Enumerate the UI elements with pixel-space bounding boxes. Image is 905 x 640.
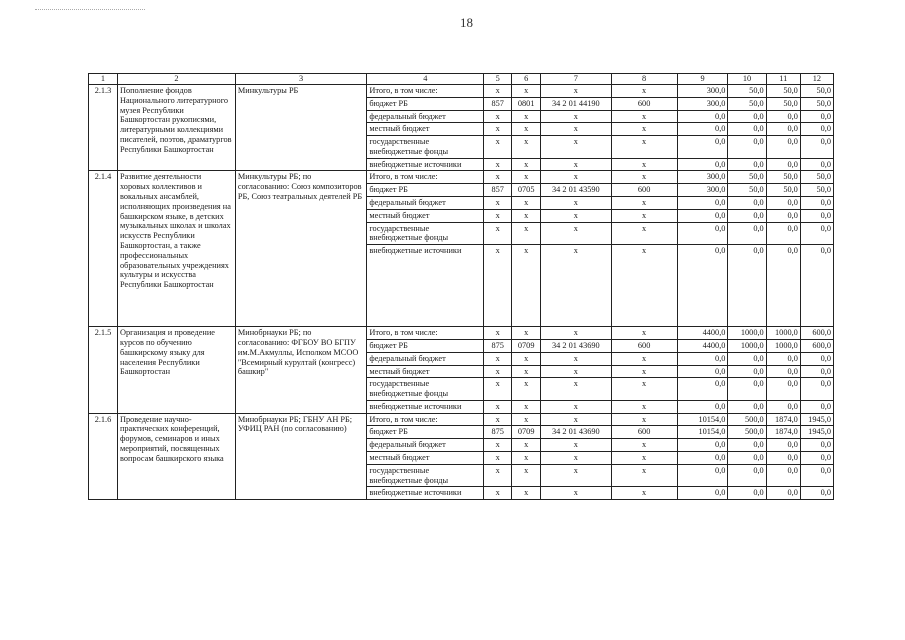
amount-cell: 0,0 (766, 352, 800, 365)
budget-code-cell: х (611, 487, 677, 500)
amount-cell: 0,0 (677, 158, 728, 171)
amount-cell: 0,0 (766, 439, 800, 452)
amount-cell: 0,0 (677, 245, 728, 327)
amount-cell: 300,0 (677, 184, 728, 197)
amount-cell: 0,0 (800, 451, 833, 464)
amount-cell: 0,0 (677, 400, 728, 413)
amount-cell: 0,0 (728, 365, 766, 378)
budget-code-cell: х (541, 464, 611, 487)
funding-source: местный бюджет (367, 123, 484, 136)
table-row (89, 327, 834, 340)
table-body (89, 85, 834, 500)
budget-code-cell: х (611, 464, 677, 487)
budget-code-cell: х (484, 222, 512, 245)
amount-cell: 0,0 (677, 487, 728, 500)
item-executor: Минобрнауки РБ; по согласованию: ФГБОУ ВО БГПУ им.М.Акмуллы, Исполком МСОО "Всемирный курултай (конгресс) башкир" (235, 327, 366, 413)
budget-code-cell: х (541, 123, 611, 136)
budget-code-cell: 857 (484, 97, 512, 110)
amount-cell: 0,0 (766, 197, 800, 210)
budget-code-cell: 34 2 01 43590 (541, 184, 611, 197)
budget-code-cell: х (484, 464, 512, 487)
page-number: 18 (460, 15, 473, 30)
funding-source: местный бюджет (367, 209, 484, 222)
budget-code-cell: х (541, 85, 611, 98)
funding-source: государственные внебюджетные фонды (367, 464, 484, 487)
amount-cell: 50,0 (728, 97, 766, 110)
amount-cell: 0,0 (766, 245, 800, 327)
header-cell: 12 (800, 74, 833, 85)
amount-cell: 0,0 (800, 158, 833, 171)
amount-cell: 500,0 (728, 413, 766, 426)
amount-cell: 50,0 (800, 97, 833, 110)
budget-code-cell: х (611, 327, 677, 340)
amount-cell: 0,0 (728, 352, 766, 365)
amount-cell: 1945,0 (800, 426, 833, 439)
amount-cell: 50,0 (728, 85, 766, 98)
budget-code-cell: х (512, 110, 541, 123)
header-cell: 2 (117, 74, 235, 85)
amount-cell: 0,0 (677, 365, 728, 378)
funding-source: бюджет РБ (367, 184, 484, 197)
funding-source: внебюджетные источники (367, 158, 484, 171)
amount-cell: 0,0 (728, 487, 766, 500)
budget-code-cell: х (541, 136, 611, 159)
header-cell: 7 (541, 74, 611, 85)
budget-code-cell: х (512, 327, 541, 340)
amount-cell: 0,0 (728, 222, 766, 245)
budget-code-cell: х (541, 365, 611, 378)
header-row (89, 74, 834, 85)
funding-source: Итого, в том числе: (367, 171, 484, 184)
budget-code-cell: х (541, 451, 611, 464)
scan-artifact (35, 9, 145, 10)
funding-source: местный бюджет (367, 365, 484, 378)
header-cell: 11 (766, 74, 800, 85)
header-cell: 6 (512, 74, 541, 85)
amount-cell: 0,0 (728, 400, 766, 413)
amount-cell: 0,0 (677, 378, 728, 401)
header-cell: 10 (728, 74, 766, 85)
budget-code-cell: х (611, 85, 677, 98)
budget-code-cell: х (512, 400, 541, 413)
budget-code-cell: 875 (484, 339, 512, 352)
budget-code-cell: 34 2 01 43690 (541, 426, 611, 439)
header-cell: 9 (677, 74, 728, 85)
item-name: Развитие деятельности хоровых коллективов и вокальных ансамблей, исполняющих произведения на башкирском языке, в детских музыкальных школах и школах искусств Республики Башкортостан, а также профессиональных образовательных учреждениях культуры и искусства Республики Башкортостан (117, 171, 235, 327)
amount-cell: 600,0 (800, 339, 833, 352)
budget-code-cell: 0801 (512, 97, 541, 110)
budget-code-cell: х (611, 110, 677, 123)
budget-code-cell: х (512, 464, 541, 487)
amount-cell: 0,0 (677, 209, 728, 222)
amount-cell: 50,0 (766, 85, 800, 98)
budget-code-cell: х (541, 197, 611, 210)
budget-code-cell: х (541, 158, 611, 171)
amount-cell: 0,0 (800, 209, 833, 222)
budget-code-cell: х (484, 197, 512, 210)
budget-code-cell: х (512, 197, 541, 210)
budget-code-cell: х (611, 197, 677, 210)
budget-code-cell: 34 2 01 44190 (541, 97, 611, 110)
budget-code-cell: х (541, 327, 611, 340)
budget-code-cell: х (611, 136, 677, 159)
item-executor: Минкультуры РБ; по согласованию: Союз композиторов РБ, Союз театральных деятелей РБ (235, 171, 366, 327)
item-name: Проведение научно-практических конференций, форумов, семинаров и иных мероприятий, посвященных вопросам башкирского языка (117, 413, 235, 499)
budget-code-cell: х (484, 451, 512, 464)
amount-cell: 4400,0 (677, 339, 728, 352)
budget-code-cell: х (512, 378, 541, 401)
budget-code-cell: х (484, 123, 512, 136)
item-name: Пополнение фондов Национального литературного музея Республики Башкортостан рукописями, литературными коллекциями писателей, поэтов, драматургов Республики Башкортостан (117, 85, 235, 171)
amount-cell: 50,0 (800, 184, 833, 197)
budget-code-cell: х (512, 222, 541, 245)
funding-source: бюджет РБ (367, 426, 484, 439)
amount-cell: 1945,0 (800, 413, 833, 426)
amount-cell: 0,0 (800, 123, 833, 136)
budget-code-cell: 600 (611, 339, 677, 352)
budget-code-cell: 0709 (512, 339, 541, 352)
budget-code-cell: х (541, 439, 611, 452)
amount-cell: 0,0 (800, 439, 833, 452)
amount-cell: 0,0 (728, 158, 766, 171)
budget-code-cell: х (541, 110, 611, 123)
amount-cell: 0,0 (766, 110, 800, 123)
amount-cell: 0,0 (766, 123, 800, 136)
budget-code-cell: х (541, 245, 611, 327)
header-cell: 5 (484, 74, 512, 85)
budget-code-cell: 600 (611, 426, 677, 439)
amount-cell: 0,0 (800, 197, 833, 210)
budget-code-cell: х (512, 245, 541, 327)
item-code: 2.1.6 (89, 413, 118, 499)
amount-cell: 10154,0 (677, 413, 728, 426)
funding-source: государственные внебюджетные фонды (367, 136, 484, 159)
funding-source: внебюджетные источники (367, 487, 484, 500)
budget-code-cell: х (541, 487, 611, 500)
amount-cell: 50,0 (800, 171, 833, 184)
budget-code-cell: х (611, 400, 677, 413)
amount-cell: 0,0 (800, 487, 833, 500)
amount-cell: 0,0 (800, 110, 833, 123)
budget-code-cell: х (541, 352, 611, 365)
budget-code-cell: х (484, 378, 512, 401)
amount-cell: 0,0 (766, 451, 800, 464)
header-cell: 3 (235, 74, 366, 85)
budget-code-cell: х (484, 110, 512, 123)
budget-code-cell: х (512, 123, 541, 136)
amount-cell: 0,0 (677, 464, 728, 487)
budget-code-cell: х (484, 136, 512, 159)
amount-cell: 0,0 (728, 451, 766, 464)
funding-source: Итого, в том числе: (367, 413, 484, 426)
amount-cell: 0,0 (728, 245, 766, 327)
funding-source: местный бюджет (367, 451, 484, 464)
budget-code-cell: 857 (484, 184, 512, 197)
budget-code-cell: 0709 (512, 426, 541, 439)
amount-cell: 0,0 (800, 222, 833, 245)
amount-cell: 0,0 (766, 136, 800, 159)
budget-code-cell: х (512, 158, 541, 171)
amount-cell: 0,0 (766, 158, 800, 171)
table-row (89, 85, 834, 98)
budget-code-cell: х (611, 123, 677, 136)
budget-code-cell: х (484, 327, 512, 340)
budget-code-cell: х (541, 378, 611, 401)
item-code: 2.1.4 (89, 171, 118, 327)
budget-code-cell: х (512, 171, 541, 184)
budget-code-cell: 600 (611, 184, 677, 197)
amount-cell: 0,0 (800, 136, 833, 159)
amount-cell: 0,0 (766, 487, 800, 500)
budget-code-cell: х (484, 439, 512, 452)
funding-source: бюджет РБ (367, 97, 484, 110)
amount-cell: 0,0 (728, 197, 766, 210)
amount-cell: 0,0 (800, 352, 833, 365)
budget-code-cell: х (484, 171, 512, 184)
budget-code-cell: х (512, 352, 541, 365)
budget-code-cell: х (484, 413, 512, 426)
amount-cell: 0,0 (728, 209, 766, 222)
funding-source: Итого, в том числе: (367, 85, 484, 98)
amount-cell: 0,0 (766, 209, 800, 222)
budget-code-cell: х (541, 209, 611, 222)
funding-source: федеральный бюджет (367, 197, 484, 210)
budget-code-cell: х (611, 378, 677, 401)
budget-code-cell: х (484, 365, 512, 378)
budget-code-cell: х (611, 171, 677, 184)
amount-cell: 300,0 (677, 85, 728, 98)
amount-cell: 500,0 (728, 426, 766, 439)
amount-cell: 0,0 (800, 245, 833, 327)
amount-cell: 0,0 (677, 136, 728, 159)
funding-source: внебюджетные источники (367, 400, 484, 413)
funding-source: федеральный бюджет (367, 110, 484, 123)
amount-cell: 0,0 (728, 439, 766, 452)
header-cell: 8 (611, 74, 677, 85)
budget-code-cell: х (512, 365, 541, 378)
budget-code-cell: х (512, 413, 541, 426)
amount-cell: 0,0 (766, 365, 800, 378)
amount-cell: 1000,0 (766, 339, 800, 352)
header-cell: 4 (367, 74, 484, 85)
amount-cell: 0,0 (677, 439, 728, 452)
budget-code-cell: х (611, 158, 677, 171)
amount-cell: 0,0 (677, 451, 728, 464)
table-row (89, 413, 834, 426)
amount-cell: 1000,0 (728, 339, 766, 352)
item-code: 2.1.5 (89, 327, 118, 413)
budget-code-cell: х (512, 209, 541, 222)
budget-code-cell: х (541, 400, 611, 413)
amount-cell: 0,0 (728, 110, 766, 123)
amount-cell: 0,0 (800, 365, 833, 378)
budget-code-cell: х (611, 439, 677, 452)
amount-cell: 0,0 (677, 352, 728, 365)
budget-code-cell: 34 2 01 43690 (541, 339, 611, 352)
amount-cell: 50,0 (766, 171, 800, 184)
budget-code-cell: х (484, 400, 512, 413)
amount-cell: 0,0 (766, 378, 800, 401)
amount-cell: 50,0 (766, 97, 800, 110)
item-name: Организация и проведение курсов по обучению башкирскому языку для населения Республики Башкортостан (117, 327, 235, 413)
budget-code-cell: х (512, 439, 541, 452)
funding-source: государственные внебюджетные фонды (367, 378, 484, 401)
budget-code-cell: х (541, 413, 611, 426)
amount-cell: 0,0 (766, 222, 800, 245)
budget-code-cell: х (484, 352, 512, 365)
amount-cell: 0,0 (728, 136, 766, 159)
funding-source: государственные внебюджетные фонды (367, 222, 484, 245)
budget-code-cell: х (611, 222, 677, 245)
budget-code-cell: х (512, 85, 541, 98)
amount-cell: 50,0 (728, 171, 766, 184)
amount-cell: 50,0 (766, 184, 800, 197)
amount-cell: 0,0 (766, 464, 800, 487)
funding-source: бюджет РБ (367, 339, 484, 352)
amount-cell: 0,0 (677, 110, 728, 123)
program-table (88, 73, 834, 500)
amount-cell: 50,0 (728, 184, 766, 197)
amount-cell: 10154,0 (677, 426, 728, 439)
budget-code-cell: х (541, 171, 611, 184)
amount-cell: 0,0 (800, 378, 833, 401)
funding-source: Итого, в том числе: (367, 327, 484, 340)
budget-code-cell: х (484, 209, 512, 222)
header-cell: 1 (89, 74, 118, 85)
amount-cell: 0,0 (800, 400, 833, 413)
budget-code-cell: х (541, 222, 611, 245)
amount-cell: 0,0 (677, 222, 728, 245)
amount-cell: 1000,0 (766, 327, 800, 340)
budget-code-cell: х (611, 245, 677, 327)
amount-cell: 4400,0 (677, 327, 728, 340)
budget-code-cell: х (484, 158, 512, 171)
amount-cell: 0,0 (800, 464, 833, 487)
funding-source: внебюджетные источники (367, 245, 484, 327)
amount-cell: 50,0 (800, 85, 833, 98)
budget-code-cell: х (512, 451, 541, 464)
amount-cell: 300,0 (677, 171, 728, 184)
amount-cell: 1874,0 (766, 426, 800, 439)
budget-code-cell: х (611, 352, 677, 365)
budget-code-cell: х (512, 136, 541, 159)
amount-cell: 0,0 (677, 197, 728, 210)
amount-cell: 0,0 (728, 378, 766, 401)
table-row (89, 171, 834, 184)
amount-cell: 0,0 (677, 123, 728, 136)
funding-source: федеральный бюджет (367, 439, 484, 452)
amount-cell: 300,0 (677, 97, 728, 110)
item-executor: Минкультуры РБ (235, 85, 366, 171)
budget-code-cell: х (611, 451, 677, 464)
budget-code-cell: 875 (484, 426, 512, 439)
item-code: 2.1.3 (89, 85, 118, 171)
budget-code-cell: х (611, 365, 677, 378)
item-executor: Минобрнауки РБ; ГБНУ АН РБ; УФИЦ РАН (по согласованию) (235, 413, 366, 499)
amount-cell: 1000,0 (728, 327, 766, 340)
amount-cell: 1874,0 (766, 413, 800, 426)
amount-cell: 0,0 (766, 400, 800, 413)
budget-code-cell: х (484, 85, 512, 98)
budget-code-cell: х (611, 209, 677, 222)
budget-code-cell: х (484, 487, 512, 500)
budget-code-cell: 0705 (512, 184, 541, 197)
amount-cell: 0,0 (728, 123, 766, 136)
budget-code-cell: 600 (611, 97, 677, 110)
funding-source: федеральный бюджет (367, 352, 484, 365)
budget-code-cell: х (611, 413, 677, 426)
budget-code-cell: х (512, 487, 541, 500)
amount-cell: 0,0 (728, 464, 766, 487)
budget-code-cell: х (484, 245, 512, 327)
amount-cell: 600,0 (800, 327, 833, 340)
